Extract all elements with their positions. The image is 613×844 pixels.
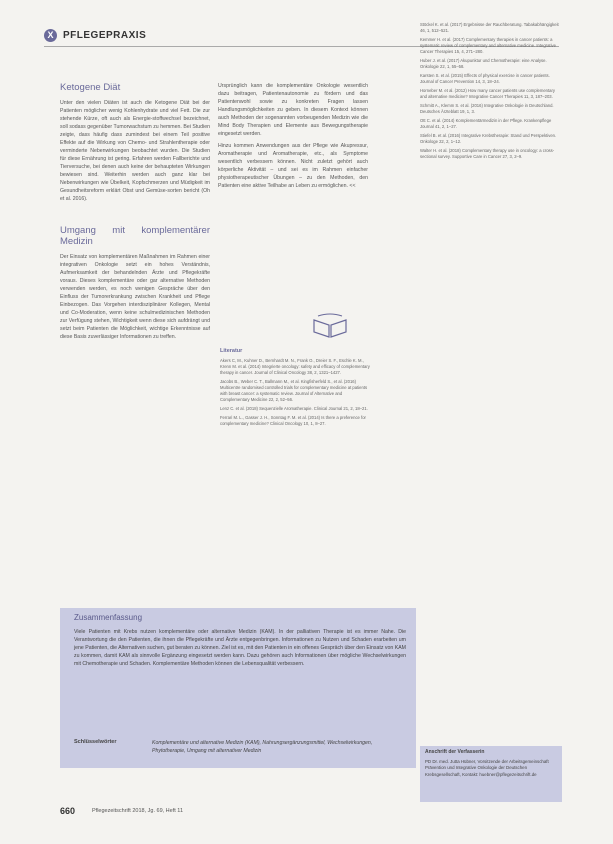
- open-book-icon: [312, 312, 348, 338]
- text-ketogen: Unter den vielen Diäten ist auch die Ketogene Diät bei der Patienten möglicher wenig Kohlenhydrate und viel Fett. Die zur stehende Kürze, oft auch als Energie-stoffwechsel bezeichnet, soll sodass gegenüber Tumorwachstum zu hemmen. Bei Studien zeigte, dass häufig dass zumindest bei einem Teil positive Effekte auf die Wirkung von Chemo- und Strahlentherapie oder verminderte Nebenwirkungen beobachtet wurden. Die Studien für diese Ernährung ist gering. Erfahren werden Fallberichte und Tierversuche, bei denen auch keine der behaupteten Wirkungen bewiesen sind. Weiterhin werden auch ganz klar bei Nebenwirkungen wie Übelkeit, Kopfschmerzen und Müdigkeit im Gesundheitsreform erklärt Obst und Gemüse-sorten bericht (Oh et al. 2016).: [60, 100, 210, 202]
- reference-item: Lenz C. et al. (2018) Sequenzielle Aromatherapie. Clinical Journal 21, 2, 18–21.: [220, 406, 368, 411]
- author-text: PD Dr. med. Jutta Hübner, Vorsitzende der Arbeitsgemeinschaft Prävention und Integrative Onkologie der Deutschen Krebsgesellschaft, Kontakt: huebner@pflegezeitschrift.de: [425, 759, 549, 777]
- heading-umgang: Umgang mit komplementärer Medizin: [60, 225, 210, 247]
- literatur-heading: Literatur: [220, 348, 243, 354]
- reference-item: Stiefel B. et al. (2016) Integrative Krebstherapie: Stand und Perspektiven. Onkologe 22, 2, 1–12.: [420, 133, 557, 144]
- reference-item: Ferrari M. L., Gasser J. H., Sonntag F. M. et al. (2014) Is there a preference for complementary medicine? Clinical Oncology 10, 1, 8–27.: [220, 415, 366, 426]
- section-label: PFLEGEPRAXIS: [63, 29, 147, 41]
- column-middle: [218, 82, 368, 194]
- references-right: [420, 22, 560, 163]
- column-left: [60, 82, 210, 345]
- heading-ketogen: Ketogene Diät: [60, 82, 121, 93]
- author-address-box: [420, 746, 562, 802]
- reference-item: Schmitt A., Klemm S. et al. (2016) Integrative Onkologie in Deutschland. Deutsches Ärzteblatt 19, 1, 3.: [420, 103, 554, 114]
- reference-item: Walter H. et al. (2018) Complementary therapy use in oncology: a cross-sectional survey. Supportive Care in Cancer 27, 3, 2–9.: [420, 148, 555, 159]
- text-col2-1: Ursprünglich kann die komplementäre Onkologie wesentlich dazu beitragen, Patientenautonomie zu fördern und das Patientenwohl sowie zu konkreten Fragen lassen Handlungsmöglichkeiten zu geben. In diesem Kontext können auch Methoden der sogenannten vorbeugenden Medizin wie die Mind Body Therapien und Elemente aus Bewegungstherapie eingesetzt werden.: [218, 83, 368, 137]
- page-number: 660: [60, 806, 76, 816]
- summary-box: [60, 608, 416, 768]
- journal-citation: Pflegezeitschrift 2018, Jg. 69, Heft 11: [92, 808, 184, 814]
- reference-item: Horneber M. et al. (2012) How many cancer patients use complementary and alternative medicine? Integrative Cancer Therapies 11, 3, 187–203.: [420, 88, 555, 99]
- keywords-label: Schlüsselwörter: [74, 739, 117, 745]
- keywords-text: Komplementäre und alternative Medizin (KAM), Nahrungsergänzungsmittel, Wechselwirkungen, Phytotherapie, Umgang mit alternativer Medizin: [152, 740, 373, 754]
- text-col2-2: Hinzu kommen Anwendungen aus der Pflege wie Akupressur, Aromatherapie und Aromatherapie, etc., als Symptome wesentlich verbessern können. Nicht zuletzt gehört auch körperliche Aktivität – und sei es im Rahmen einfacher physiotherapeutischer Übungen – zu den Methoden, den Patienten eine aktive Teilhabe an Leben zu ermöglichen. <<: [218, 143, 368, 189]
- reference-item: Stöckel K. et al. (2017) Ergebnisse der Rauchberatung. Tabakabhängigkeit 46, 1, 512–521.: [420, 22, 559, 33]
- header: [44, 26, 146, 44]
- references-middle: [220, 358, 370, 430]
- author-heading: Anschrift der Verfasserin: [425, 749, 485, 755]
- reference-item: Huber J. et al. (2017) Akupunktur und Chemotherapie: eine Analyse. Onkologie 22, 1, 55–58.: [420, 58, 547, 69]
- journal-logo-icon: X: [44, 29, 57, 42]
- reference-item: Karsten S. et al. (2015) Effects of physical exercise in cancer patients. Journal of Cancer Prevention 14, 3, 18–24.: [420, 73, 550, 84]
- summary-title: Zusammenfassung: [74, 613, 143, 622]
- text-umgang: Der Einsatz von komplementären Maßnahmen im Rahmen einer integrativen Onkologie setzt ein hohes Verständnis, Aufmerksamkeit der behandelnden Ärzte und Pflegekräfte voraus. Dieses komplementäre oder gar alternative Methoden verwenden werden, es noch wenigen Gespräche über den Einfluss der Tumorerkrankung zwischen Krankheit und Pflege Einbezogen. Das Vorgehen interdisziplinärer Kollegen, Mental und Co-Moderation, wenn keine schulmedizinischen Methoden zur Verfügung stehen, Wichtigkeit wenn diese sich aufdrängt und setzt beim Patienten die Möglichkeit, wichtige Erkenntnisse auf diese Basis zuverlässiger Informationen zu treffen.: [60, 254, 210, 340]
- reference-item: Jacobs B., Weber C. T., Ballmann M., et al. Kingfisherfeld S., et al. (2016) Multicentre randomised controlled trials for complementary medicine at patients with breast cancer: a systematic review. Journal of Alternative and Complementary Medicine 22, 2, 52–56.: [220, 379, 368, 402]
- reference-item: Kemmer H. et al. (2017) Complementary therapies in cancer patients: a systematic review of complementary and alternative medicine. Integrative Cancer Therapies 15, 4, 271–280.: [420, 37, 556, 54]
- reference-item: Akers C, M., Kuhner D., Bernhardt M. N., Frank O., Dreier S. F., Eschle K. M., Krenn M. et al. (2014) Integrierte oncology: safety and efficacy of complementary therapy in cancer. Journal of Clinical Oncology 38, 2, 1321–1427.: [220, 358, 370, 375]
- reference-item: Ott C. et al. (2014) Komplementärmedizin in der Pflege. Krankenpflege Journal 41, 2, 1–27.: [420, 118, 552, 129]
- summary-text: Viele Patienten mit Krebs nutzen komplementäre oder alternative Medizin (KAM). In der palliativen Therapie ist es immer Nahe. Die Verantwortung die den Patienten, die ihnen die Pflegekräfte und Ärzte entgegenbringen. Informationen zu Nutzen und Schaden erarbeiten um jene Patienten, die Alternativen suchen, gut beraten zu können. Ziel ist es, mit den Patienten in ein offenes Gespräch über den Einsatz von KAM zu kommen, damit KAM als sinnvolle Ergänzung eingesetzt werden kann. Dazu gehören auch Informationen über mögliche Wechselwirkungen mit Chemotherapie und Schaden. Komplementäre Methoden können die Lebensqualität verbessern.: [74, 629, 406, 667]
